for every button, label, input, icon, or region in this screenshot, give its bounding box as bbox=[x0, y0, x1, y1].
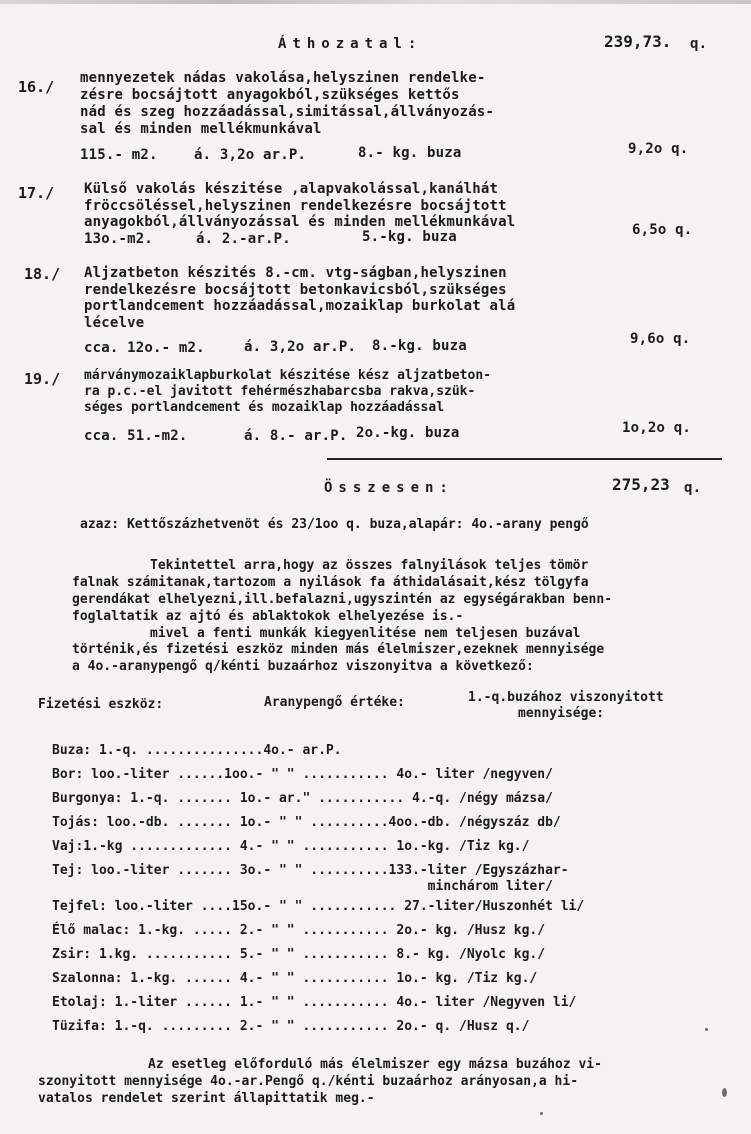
col-header-value: Aranypengő értéke: bbox=[264, 695, 405, 710]
item-amount: 6,5o q. bbox=[632, 222, 693, 238]
item-line: rendelkezésre bocsájtott betonkavicsból,szükséges bbox=[84, 282, 507, 298]
item-line: sal és minden mellékmunkával bbox=[80, 121, 322, 137]
paragraph-line: falnak számitanak,tartozom a nyilások fa áthidalásait,kész tölgyfa bbox=[72, 575, 589, 590]
grand-total-unit: q. bbox=[684, 480, 702, 496]
item-line: séges portlandcement és mozaiklap hozzáadással bbox=[84, 400, 445, 415]
item-line: mennyezetek nádas vakolása,helyszinen rendelke- bbox=[80, 70, 486, 86]
item-number: 19./ bbox=[24, 370, 61, 388]
grand-total-value: 275,23 bbox=[612, 475, 670, 494]
paragraph-line: a 4o.-aranypengő q/kénti buzaárhoz viszonyitva a következő: bbox=[72, 659, 534, 674]
scan-speck bbox=[540, 1112, 543, 1115]
item-rate: á. 2.-ar.P. bbox=[196, 231, 291, 247]
table-row: Szalonna: 1.-kg. ...... 4.- " " ........... 1o.- kg. /Tiz kg./ bbox=[52, 971, 538, 986]
table-row: Bor: loo.-liter ......1oo.- " " ........... 4o.- liter /negyven/ bbox=[52, 767, 553, 782]
paragraph-line: Az esetleg előforduló más élelmiszer egy mázsa buzához vi- bbox=[148, 1057, 602, 1072]
paragraph-line: vatalos rendelet szerint állapittatik meg.- bbox=[38, 1091, 375, 1106]
total-rule bbox=[327, 458, 722, 460]
item-line: márványmozaiklapburkolat készitése kész aljzatbeton- bbox=[84, 368, 491, 383]
item-amount: 1o,2o q. bbox=[622, 420, 692, 436]
item-wheat: 8.- kg. buza bbox=[358, 145, 462, 161]
carry-over-unit: q. bbox=[690, 36, 708, 52]
table-row: Tej: loo.-liter ....... 3o.- " " ..........133.-liter /Egyszázhar- bbox=[52, 863, 569, 878]
item-line: fröccsöléssel,helyszinen rendelkezésre bocsájtott bbox=[84, 198, 507, 214]
table-row: Tüzifa: 1.-q. ......... 2.- " " ........... 2o.- q. /Husz q./ bbox=[52, 1019, 530, 1034]
col-header-equivalent: 1.-q.buzához viszonyitott bbox=[468, 690, 664, 705]
item-line: lécelve bbox=[84, 315, 145, 331]
scan-edge bbox=[0, 0, 751, 4]
item-number: 17./ bbox=[18, 184, 55, 202]
item-quantity: 13o.-m2. bbox=[84, 231, 154, 247]
item-amount: 9,6o q. bbox=[630, 331, 691, 347]
item-line: anyagokból,állványozással és minden mellékmunkával bbox=[84, 214, 516, 230]
item-quantity: 115.- m2. bbox=[80, 147, 158, 163]
col-header-equivalent-2: mennyisége: bbox=[518, 706, 605, 721]
table-row: Vaj:1.-kg ............. 4.- " " ........... 1o.-kg. /Tiz kg./ bbox=[52, 839, 530, 854]
item-rate: á. 3,2o ar.P. bbox=[194, 147, 307, 163]
table-row: Burgonya: 1.-q. ....... 1o.- ar." ........... 4.-q. /négy mázsa/ bbox=[52, 791, 553, 806]
item-line: Aljzatbeton készités 8.-cm. vtg-ságban,helyszinen bbox=[84, 265, 507, 281]
scan-speck bbox=[722, 1088, 727, 1097]
table-row: Élő malac: 1.-kg. ..... 2.- " " ........... 2o.- kg. /Husz kg./ bbox=[52, 923, 546, 938]
item-line: Külső vakolás készitése ,alapvakolással,kanálhát bbox=[84, 181, 499, 197]
table-row: Buza: 1.-q. ...............4o.- ar.P. bbox=[52, 743, 342, 758]
table-row: Etolaj: 1.-liter ...... 1.- " " ........... 4o.- liter /Negyven li/ bbox=[52, 995, 577, 1010]
total-in-words: azaz: Kettőszázhetvenöt és 23/1oo q. buza,alapár: 4o.-arany pengő bbox=[80, 517, 589, 532]
table-row: Tojás: loo.-db. ....... 1o.- " " ..........4oo.-db. /négyszáz db/ bbox=[52, 815, 561, 830]
item-amount: 9,2o q. bbox=[628, 141, 689, 157]
item-number: 16./ bbox=[18, 78, 55, 96]
paragraph-line: mivel a fenti munkák kiegyenlitése nem teljesen buzával bbox=[150, 626, 581, 641]
item-line: nád és szeg hozzáadással,simitással,állványozás- bbox=[80, 104, 495, 120]
item-wheat: 2o.-kg. buza bbox=[356, 425, 460, 441]
paragraph-line: gerendákat elhelyezni,ill.befalazni,ugyszintén az egységárakban benn- bbox=[72, 592, 613, 607]
item-line: portlandcement hozzáadással,mozaiklap burkolat alá bbox=[84, 298, 516, 314]
paragraph-line: Tekintettel arra,hogy az összes falnyilások teljes tömör bbox=[150, 558, 589, 573]
paragraph-line: foglaltatik az ajtó és ablaktokok elhelyezése is.- bbox=[72, 609, 464, 624]
scan-speck bbox=[705, 1028, 708, 1031]
carry-over-total: 239,73. bbox=[604, 32, 672, 51]
table-row: Tejfel: loo.-liter ....15o.- " " ........... 27.-liter/Huszonhét li/ bbox=[52, 899, 585, 914]
paragraph-line: történik,és fizetési eszköz minden más élelmiszer,ezeknek mennyisége bbox=[72, 642, 605, 657]
table-row: minchárom liter/ bbox=[52, 879, 553, 894]
col-header-payment: Fizetési eszköz: bbox=[38, 697, 164, 712]
item-quantity: cca. 12o.- m2. bbox=[84, 340, 205, 356]
item-rate: á. 8.- ar.P. bbox=[244, 428, 348, 444]
item-line: ra p.c.-el javitott fehérmészhabarcsba rakva,szük- bbox=[84, 384, 476, 399]
item-wheat: 8.-kg. buza bbox=[372, 338, 467, 354]
carry-over-title: Áthozatal: bbox=[278, 36, 423, 52]
grand-total-label: Összesen: bbox=[324, 480, 454, 496]
item-number: 18./ bbox=[24, 265, 61, 283]
item-rate: á. 3,2o ar.P. bbox=[244, 339, 357, 355]
paragraph-line: szonyitott mennyisége 4o.-ar.Pengő q./kénti buzaárhoz arányosan,a hi- bbox=[38, 1074, 579, 1089]
item-quantity: cca. 51.-m2. bbox=[84, 428, 188, 444]
item-line: zésre bocsájtott anyagokból,szükséges kettős bbox=[80, 87, 460, 103]
table-row: Zsir: 1.kg. ........... 5.- " " ........... 8.- kg. /Nyolc kg./ bbox=[52, 947, 546, 962]
item-wheat: 5.-kg. buza bbox=[362, 229, 457, 245]
